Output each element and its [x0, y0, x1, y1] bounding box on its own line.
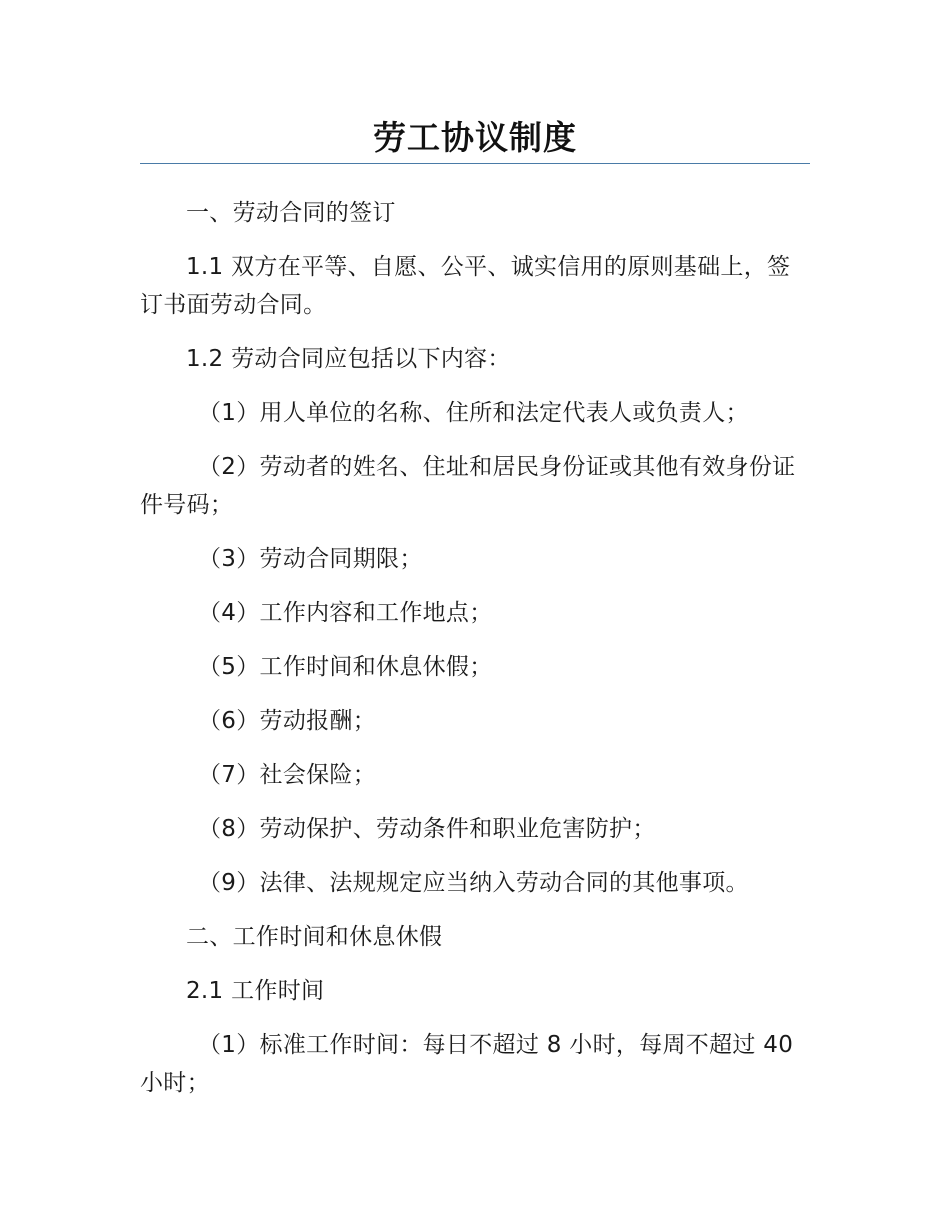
document-page — [140, 0, 810, 1118]
list-item: （1）用人单位的名称、住所和法定代表人或负责人； — [198, 400, 749, 426]
title-divider — [140, 163, 810, 164]
list-item: （5）工作时间和休息休假； — [198, 654, 493, 680]
list-item: （3）劳动合同期限； — [198, 546, 423, 572]
list-item: （8）劳动保护、劳动条件和职业危害防护； — [198, 816, 656, 842]
document-body — [140, 194, 810, 1102]
document-title: 劳工协议制度 — [373, 118, 577, 157]
list-item: （1）标准工作时间：每日不超过 8 小时，每周不超过 40 小时； — [140, 1032, 794, 1096]
list-item: （9）法律、法规规定应当纳入劳动合同的其他事项。 — [198, 870, 749, 896]
list-item: （7）社会保险； — [198, 762, 377, 788]
list-item: （2）劳动者的姓名、住址和居民身份证或其他有效身份证件号码； — [140, 454, 796, 518]
clause-paragraph: 1.2 劳动合同应包括以下内容： — [186, 346, 511, 372]
list-item: （4）工作内容和工作地点； — [198, 600, 493, 626]
clause-paragraph: 2.1 工作时间 — [186, 978, 325, 1004]
list-item: （6）劳动报酬； — [198, 708, 377, 734]
section-heading: 二、工作时间和休息休假 — [186, 924, 443, 950]
section-heading: 一、劳动合同的签订 — [186, 200, 396, 226]
clause-paragraph: 1.1 双方在平等、自愿、公平、诚实信用的原则基础上，签订书面劳动合同。 — [140, 254, 791, 318]
